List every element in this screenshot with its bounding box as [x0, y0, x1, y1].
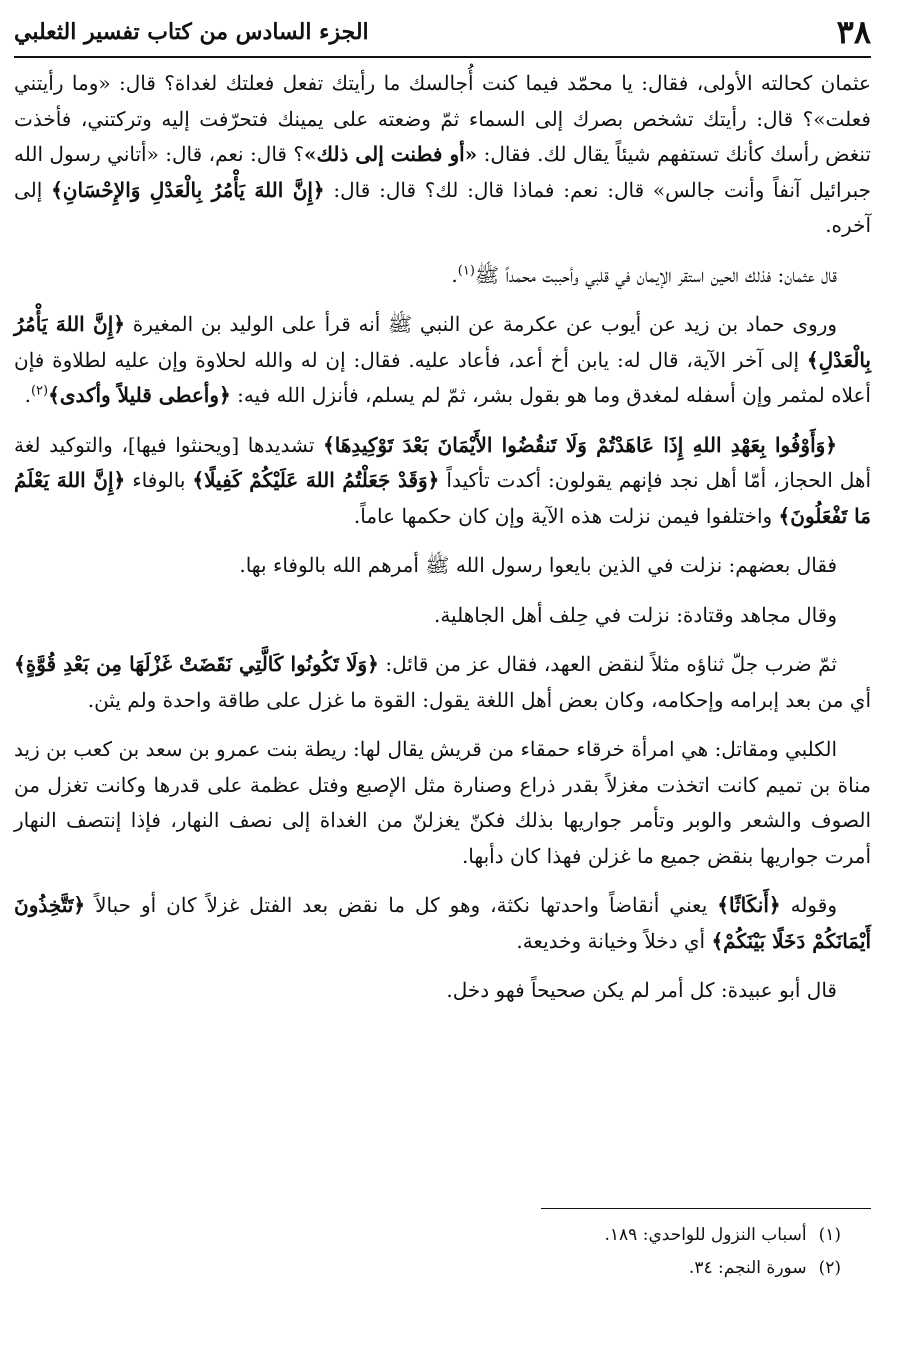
- page-header: [14, 10, 871, 58]
- footnote-text: سورة النجم: ٣٤.: [688, 1258, 807, 1278]
- text-run: إلى آخره.: [14, 177, 871, 237]
- paragraph: [14, 598, 871, 634]
- paragraph: [14, 647, 871, 718]
- paragraph: [14, 428, 871, 535]
- paragraph: [14, 258, 871, 294]
- text-run: قال عثمان: فذلك الحين استقر الإيمان في قلبي وأحببت محمداً ﷺ: [474, 262, 837, 287]
- text-run: .: [451, 262, 458, 287]
- text-run: وقوله: [780, 893, 837, 917]
- text-run: واختلفوا فيمن نزلت هذه الآية وإن كان حكمها عاماً.: [353, 503, 779, 528]
- quran-quote: ﴿وَأَوْفُوا بِعَهْدِ اللهِ إِذَا عَاهَدْتُمْ وَلَا تَنقُضُوا الأَيْمَانَ بَعْدَ تَوْكِيدِهَا﴾: [323, 432, 838, 457]
- footnote-item: [11, 1219, 841, 1252]
- main-text: [14, 66, 871, 1023]
- footnote-number: (٢): [818, 1258, 841, 1278]
- text-run: تشديدها [ويحنثوا فيها]، والتوكيد لغة أهل الحجاز، أمّا أهل نجد فإنهم يقولون: أكدت تأكيداً: [14, 432, 872, 492]
- text-run: إلى آخر الآية، قال له: يابن أخ أعد، فأعاد عليه. فقال: إن له والله لحلاوة وإن عليه لطلاوة فإن أعلاه لمثمر وإن أسفله لمغدق وما هو بقول بشر، ثمّ لم يسلم، فأنزل الله فيه:: [14, 347, 871, 407]
- footnote-text: أسباب النزول للواحدي: ١٨٩.: [604, 1225, 807, 1245]
- quran-quote: ﴿وَلَا تَكُونُوا كَالَّتِي نَقَضَتْ غَزْلَهَا مِن بَعْدِ قُوَّةٍ﴾: [14, 652, 379, 676]
- quran-quote: «أو فطنت إلى ذلك»: [304, 142, 478, 166]
- quran-quote: ﴿إِنَّ اللهَ يَعْلَمُ مَا تَفْعَلُونَ﴾: [14, 468, 871, 528]
- footnote-ref: (٢): [30, 383, 49, 399]
- text-run: قال أبو عبيدة: كل أمر لم يكن صحيحاً فهو دخل.: [446, 978, 837, 1002]
- text-run: أي دخلاً وخيانة وخديعة.: [516, 928, 712, 953]
- paragraph: [14, 973, 871, 1009]
- text-run: .: [24, 383, 31, 407]
- paragraph: [14, 732, 871, 874]
- running-title: الجزء السادس من كتاب تفسير الثعلبي: [14, 19, 369, 45]
- paragraph: [14, 307, 871, 414]
- paragraph: [14, 66, 871, 244]
- text-run: بالوفاء: [125, 468, 193, 492]
- text-run: عثمان كحالته الأولى، فقال: يا محمّد فيما كنت أُجالسك ما رأيتك تفعل فعلتك لغداة؟ قال: «وما رأيتني فعلت»؟ قال: رأيتك تشخص بصرك إلى السماء ثمّ وضعته على يمينك فتحرّفت إليه وتركتني، فأخذت تنغض رأسك كأنك تستفهم شيئاً يقال لك. فقال:: [14, 71, 871, 166]
- paragraph: [14, 548, 871, 584]
- text-run: يعني أنقاضاً واحدتها نكثة، وهو كل ما نقض بعد الفتل غزلاً كان أو حبالاً: [85, 893, 718, 917]
- footnote-item: [11, 1252, 841, 1285]
- quran-quote: ﴿أَنكَاثًا﴾: [717, 893, 781, 917]
- quran-quote: ﴿وَقَدْ جَعَلْتُمُ اللهَ عَلَيْكُمْ كَفِيلًا﴾: [192, 468, 440, 492]
- footnote-number: (١): [818, 1225, 841, 1245]
- quran-quote: ﴿وأعطى قليلاً وأكدى﴾: [48, 383, 231, 407]
- text-run: ؟ قال: نعم، قال: «أتاني رسول الله جبرائيل آنفاً وأنت جالس» قال: نعم: فماذا قال: لك؟ قال: قال:: [14, 142, 871, 202]
- quran-quote: ﴿إِنَّ اللهَ يَأْمُرُ بِالْعَدْلِ وَالإِحْسَانِ﴾: [51, 177, 325, 202]
- quran-quote: ﴿تَتَّخِذُونَ أَيْمَانَكُمْ دَخَلًا بَيْنَكُمْ﴾: [14, 893, 871, 953]
- text-run: الكلبي ومقاتل: هي امرأة خرقاء حمقاء من قريش يقال لها: ريطة بنت عمرو بن سعد بن كعب بن زيد مناة بن تميم كانت اتخذت مغزلاً بقدر ذراع وصنارة مثل الإصبع وفتل عظمة على قدرها وكانت تغزل من الصوف والشعر والوبر وتأمر جواريها بذلك فكنّ يغزلنّ من الغداة إلى نصف النهار، فإذا إنتصف النهار أمرت جواريها بنقض جميع ما غزلن فهذا كان دأبها.: [14, 737, 871, 868]
- footnote-separator: [541, 1208, 871, 1209]
- footnote-list: [11, 1219, 871, 1285]
- text-run: وقال مجاهد وقتادة: نزلت في حِلف أهل الجاهلية.: [433, 602, 837, 627]
- footnotes: [11, 1208, 871, 1285]
- paragraph: [14, 888, 871, 959]
- text-run: فقال بعضهم: نزلت في الذين بايعوا رسول الله ﷺ أمرهم الله بالوفاء بها.: [239, 553, 837, 577]
- footnote-ref: (١): [457, 262, 475, 278]
- quran-quote: ﴿إِنَّ اللهَ يَأْمُرُ بِالْعَدْلِ﴾: [14, 312, 871, 372]
- text-run: ثمّ ضرب جلّ ثناؤه مثلاً لنقض العهد، فقال عز من قائل:: [378, 652, 837, 676]
- text-run: وروى حماد بن زيد عن أيوب عن عكرمة عن النبي ﷺ أنه قرأ على الوليد بن المغيرة: [125, 312, 838, 336]
- text-run: أي من بعد إبرامه وإحكامه، وكان بعض أهل اللغة يقول: القوة ما غزل على طاقة واحدة ولم يثن.: [87, 687, 871, 712]
- page-number: ٣٨: [836, 13, 871, 51]
